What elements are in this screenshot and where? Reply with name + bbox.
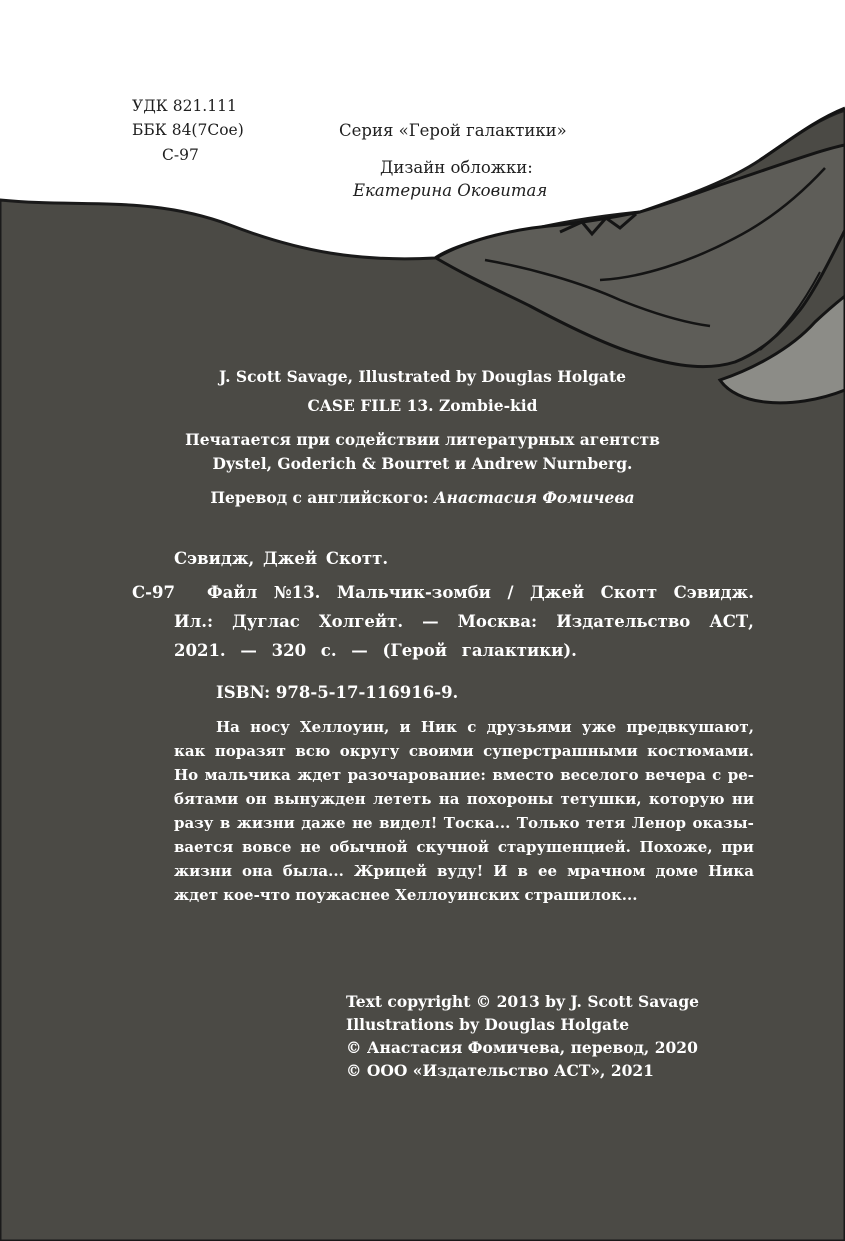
word: Ил.: [174,612,214,631]
annotation-line-5 [174,814,754,832]
word: Но [174,766,199,784]
word: он [245,790,267,808]
word: лететь [372,790,432,808]
annotation-line-1 [216,718,754,736]
word: разочарование: [347,766,486,784]
annotation-line-6 [174,838,754,856]
word: даже [301,814,346,832]
word: Файл [207,583,258,602]
word: Издательство [556,612,691,631]
word: Джей [530,583,585,602]
word: как [174,742,206,760]
word: своими [408,742,474,760]
word: при [721,838,754,856]
word: обычной [329,838,408,856]
annotation-line-8: ждет кое-что поужаснее Хеллоуинских страшилок... [174,886,638,904]
word: уже [581,718,617,736]
word: Сэвидж. [673,583,754,602]
word: вместо [492,766,554,784]
word: Холгейт. [318,612,404,631]
word: суперстрашными [483,742,638,760]
copyright-translation: © Анастасия Фомичева, перевод, 2020 [346,1038,698,1057]
word: ее [538,862,558,880]
catalog-code: С-97 [132,583,175,602]
word: И [493,862,508,880]
word: Дуглас [232,612,300,631]
copyright-publisher: © ООО «Издательство АСТ», 2021 [346,1061,654,1080]
annotation-line-4 [174,790,754,808]
catalog-entry-line-3 [174,641,577,660]
copyright-illustrations: Illustrations by Douglas Holgate [346,1015,630,1034]
word: галактики). [461,641,577,660]
word: носу [250,718,290,736]
word: всю [295,742,331,760]
word: ни [731,790,754,808]
original-title: CASE FILE 13. Zombie-kid [307,396,538,415]
word: 2021. [174,641,226,660]
word: в [517,862,528,880]
word: в [219,814,231,832]
word: на [438,790,460,808]
translation-label: Перевод с английского: [210,488,429,507]
word: скучной [416,838,490,856]
translator-name: Анастасия Фомичева [434,488,635,507]
word: и [399,718,411,736]
word: она [242,862,273,880]
word: ре- [727,766,754,784]
word: / [507,583,514,602]
word: АСТ, [709,612,754,631]
word: не [300,838,321,856]
catalog-entry-line-2 [174,612,754,631]
author-mark: С-97 [162,146,199,164]
word: тетушки, [560,790,642,808]
word: которую [648,790,725,808]
word: веселого [560,766,639,784]
cover-design-name: Екатерина Оковитая [353,181,548,200]
word: была... [282,862,344,880]
isbn: ISBN: 978-5-17-116916-9. [216,683,459,702]
agency-line-2: Dystel, Goderich & Bourret и Andrew Nurnberg. [212,454,633,473]
word: — [422,612,439,631]
annotation-line-7 [174,862,754,880]
word: Жрицей [353,862,427,880]
word: жизни [236,814,295,832]
cover-design-label: Дизайн обложки: [380,158,533,177]
original-credits: J. Scott Savage, Illustrated by Douglas Holgate [219,367,626,386]
word: Ника [708,862,754,880]
word: Мальчик-зомби [336,583,491,602]
word: тетя [586,814,626,832]
copyright-text: Text copyright © 2013 by J. Scott Savage [346,992,700,1011]
word: старушенцией. [497,838,631,856]
word: с. [320,641,337,660]
word: округу [339,742,400,760]
series-line: Серия «Герой галактики» [339,121,567,140]
word: 320 [271,641,307,660]
word: — [351,641,368,660]
word: На [216,718,240,736]
word: Только [516,814,580,832]
annotation-line-3 [174,766,754,784]
word: предвкушают, [626,718,754,736]
translation-line [0,488,845,507]
word: Похоже, [639,838,713,856]
word: с [712,766,722,784]
word: вается [174,838,234,856]
word: ждет [297,766,342,784]
agency-line-1: Печатается при содействии литературных агентств [185,430,660,449]
word: друзьями [486,718,572,736]
catalog-author-heading: Сэвидж, Джей Скотт. [174,549,389,568]
udk-code: УДК 821.111 [132,97,237,115]
word: вуду! [436,862,484,880]
word: с [467,718,477,736]
word: №13. [273,583,321,602]
annotation-line-2 [174,742,754,760]
word: не [352,814,373,832]
word: Хеллоуин, [300,718,390,736]
catalog-entry-line-1 [207,583,754,602]
word: мальчика [204,766,291,784]
word: оказы- [692,814,754,832]
word: доме [655,862,699,880]
word: Ленор [631,814,686,832]
word: Скотт [600,583,658,602]
word: Москва: [457,612,538,631]
word: вечера [645,766,706,784]
word: жизни [174,862,232,880]
word: костюмами. [647,742,754,760]
word: поразят [214,742,286,760]
word: мрачном [567,862,646,880]
word: вовсе [241,838,292,856]
word: вынужден [273,790,366,808]
word: разу [174,814,214,832]
word: (Герой [382,641,447,660]
word: бятами [174,790,239,808]
word: Тоска... [443,814,511,832]
word: похороны [466,790,554,808]
word: видел! [379,814,438,832]
word: — [240,641,257,660]
word: Ник [420,718,458,736]
bbk-code: ББК 84(7Сое) [132,121,244,139]
